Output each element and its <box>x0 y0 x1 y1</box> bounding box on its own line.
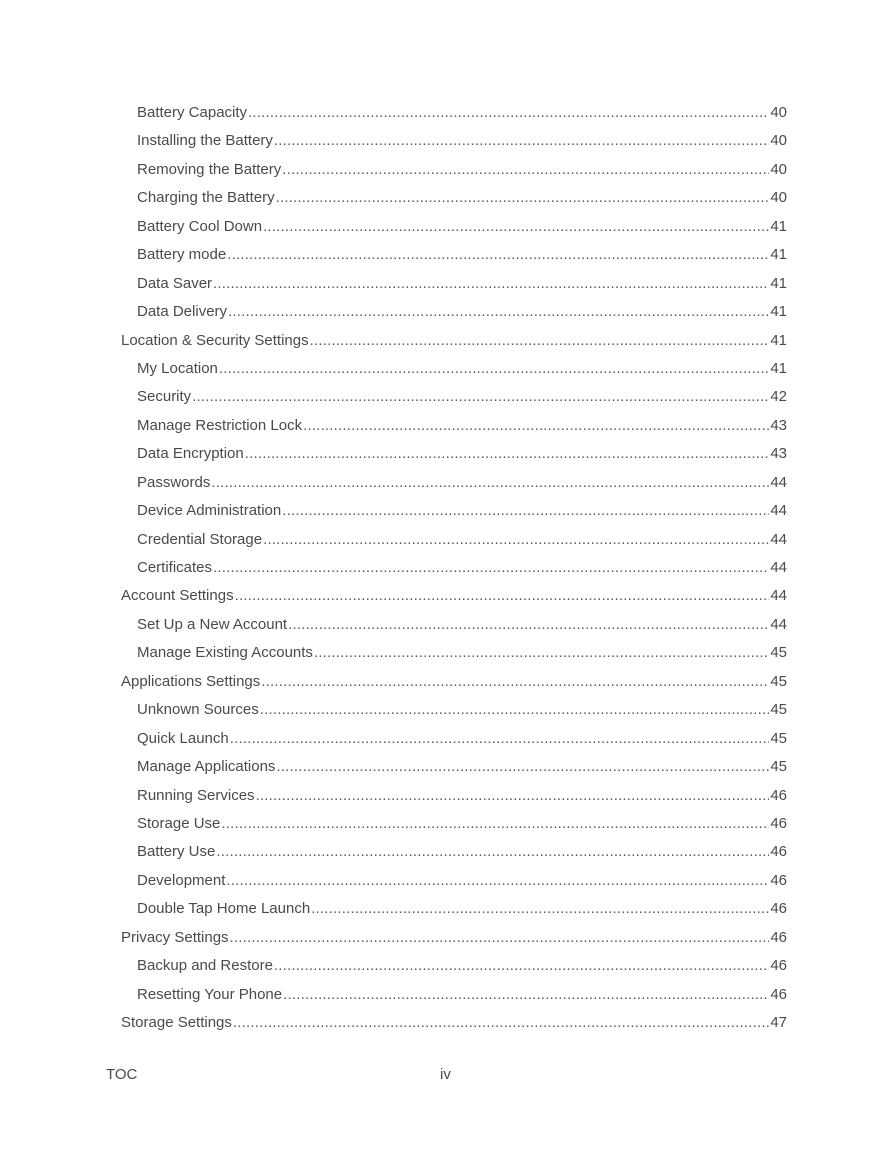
toc-entry[interactable] <box>0 327 893 355</box>
toc-entry-title: Charging the Battery <box>137 189 275 207</box>
toc-entry-title: Double Tap Home Launch <box>137 900 311 918</box>
toc-entry-page-number: 45 <box>770 644 787 662</box>
toc-entry-page-number: 40 <box>770 104 787 121</box>
dot-leader <box>263 213 769 241</box>
toc-entry[interactable] <box>0 99 893 127</box>
toc-entry[interactable] <box>0 127 893 155</box>
footer-page-number: iv <box>440 1066 451 1083</box>
toc-entry-page-number: 46 <box>770 786 787 804</box>
toc-entry-page-number: 46 <box>770 871 787 889</box>
toc-entry[interactable] <box>0 497 893 525</box>
toc-entry-row[interactable] <box>121 924 787 952</box>
dot-leader <box>263 526 769 554</box>
toc-entry[interactable] <box>0 270 893 298</box>
toc-entry-row[interactable] <box>121 668 787 696</box>
dot-leader <box>226 867 769 895</box>
toc-entry[interactable] <box>0 639 893 667</box>
toc-entry-row[interactable] <box>137 838 787 866</box>
toc-entry-row[interactable] <box>137 782 787 810</box>
toc-entry-title: Manage Applications <box>137 758 276 776</box>
dot-leader <box>245 440 770 468</box>
toc-entry-row[interactable] <box>137 639 787 667</box>
toc-entry[interactable] <box>0 895 893 923</box>
toc-entry-row[interactable] <box>137 526 787 554</box>
dot-leader <box>274 127 769 155</box>
dot-leader <box>276 753 769 781</box>
dot-leader <box>282 156 769 184</box>
table-of-contents <box>0 99 893 1037</box>
dot-leader <box>235 582 770 610</box>
dot-leader <box>230 725 770 753</box>
toc-entry-page-number: 46 <box>770 900 787 918</box>
toc-entry-page-number: 45 <box>770 729 787 747</box>
dot-leader <box>227 241 769 269</box>
toc-entry-row[interactable] <box>137 156 787 184</box>
dot-leader <box>288 611 769 639</box>
toc-entry-title: Manage Existing Accounts <box>137 644 313 662</box>
toc-entry[interactable] <box>0 582 893 610</box>
dot-leader <box>260 696 770 724</box>
toc-entry-title: Resetting Your Phone <box>137 985 283 1003</box>
toc-entry-row[interactable] <box>137 810 787 838</box>
toc-entry-title: Location & Security Settings <box>121 331 309 349</box>
toc-entry-page-number: 41 <box>770 303 787 321</box>
toc-entry[interactable] <box>0 241 893 269</box>
toc-entry-row[interactable] <box>137 497 787 525</box>
toc-entry[interactable] <box>0 383 893 411</box>
toc-entry[interactable] <box>0 440 893 468</box>
toc-entry-page-number: 40 <box>770 160 787 178</box>
toc-entry-title: Backup and Restore <box>137 957 273 975</box>
toc-entry-page-number: 41 <box>770 359 787 377</box>
toc-entry-title: Certificates <box>137 559 213 576</box>
dot-leader <box>213 270 769 298</box>
toc-entry-row[interactable] <box>137 355 787 383</box>
toc-entry-title: Account Settings <box>121 587 234 605</box>
toc-entry-title: Credential Storage <box>137 530 263 548</box>
toc-entry-title: Storage Settings <box>121 1014 232 1031</box>
toc-entry-page-number: 47 <box>770 1014 787 1031</box>
toc-entry-page-number: 46 <box>770 957 787 975</box>
dot-leader <box>248 99 769 127</box>
dot-leader <box>314 639 769 667</box>
toc-entry-row[interactable] <box>121 327 787 355</box>
toc-entry-title: Battery mode <box>137 246 227 264</box>
toc-entry-page-number: 40 <box>770 189 787 207</box>
toc-entry[interactable] <box>0 668 893 696</box>
toc-entry-page-number: 41 <box>770 331 787 349</box>
dot-leader <box>274 952 769 980</box>
dot-leader <box>283 981 769 1009</box>
toc-entry-row[interactable] <box>137 895 787 923</box>
toc-entry-title: Quick Launch <box>137 729 229 747</box>
toc-entry[interactable] <box>0 782 893 810</box>
toc-entry[interactable] <box>0 298 893 326</box>
toc-entry-title: Development <box>137 871 226 889</box>
toc-entry[interactable] <box>0 810 893 838</box>
toc-entry-title: Battery Cool Down <box>137 217 263 235</box>
toc-entry-page-number: 45 <box>770 672 787 690</box>
toc-entry-page-number: 41 <box>770 246 787 264</box>
toc-entry-row[interactable] <box>137 440 787 468</box>
toc-entry-page-number: 44 <box>770 615 787 633</box>
dot-leader <box>192 383 769 411</box>
toc-entry[interactable] <box>0 184 893 212</box>
toc-entry-title: Data Saver <box>137 274 213 292</box>
toc-entry[interactable] <box>0 156 893 184</box>
toc-entry[interactable] <box>0 952 893 980</box>
toc-entry-row[interactable] <box>137 127 787 155</box>
dot-leader <box>216 838 769 866</box>
toc-entry-page-number: 46 <box>770 985 787 1003</box>
dot-leader <box>221 810 769 838</box>
toc-entry-row[interactable] <box>137 298 787 326</box>
toc-entry-row[interactable] <box>137 611 787 639</box>
toc-entry-title: My Location <box>137 359 218 377</box>
dot-leader <box>256 782 770 810</box>
toc-entry-title: Data Delivery <box>137 303 228 321</box>
toc-entry-title: Storage Use <box>137 814 221 832</box>
dot-leader <box>219 355 769 383</box>
toc-entry-page-number: 46 <box>770 928 787 946</box>
toc-entry-title: Privacy Settings <box>121 928 229 946</box>
toc-entry-page-number: 44 <box>770 530 787 548</box>
toc-entry-page-number: 44 <box>770 502 787 520</box>
dot-leader <box>233 1009 769 1037</box>
dot-leader <box>213 554 769 582</box>
toc-entry-page-number: 40 <box>770 132 787 150</box>
toc-list <box>0 99 893 1037</box>
toc-entry-title: Device Administration <box>137 502 282 520</box>
toc-entry-title: Passwords <box>137 473 211 491</box>
dot-leader <box>311 895 769 923</box>
toc-entry-row[interactable] <box>137 213 787 241</box>
toc-entry-page-number: 41 <box>770 274 787 292</box>
dot-leader <box>310 327 770 355</box>
toc-entry-row[interactable] <box>137 696 787 724</box>
toc-entry-row[interactable] <box>137 725 787 753</box>
toc-entry-page-number: 44 <box>770 559 787 576</box>
toc-entry-title: Battery Capacity <box>137 104 248 121</box>
toc-entry[interactable] <box>0 213 893 241</box>
toc-entry-page-number: 44 <box>770 587 787 605</box>
toc-entry-title: Applications Settings <box>121 672 261 690</box>
toc-entry[interactable] <box>0 412 893 440</box>
toc-entry-row[interactable] <box>137 753 787 781</box>
toc-entry-title: Unknown Sources <box>137 701 259 719</box>
toc-entry-row[interactable] <box>137 241 787 269</box>
toc-entry[interactable] <box>0 469 893 497</box>
toc-entry[interactable] <box>0 696 893 724</box>
toc-entry-row[interactable] <box>137 469 787 497</box>
toc-entry[interactable] <box>0 611 893 639</box>
toc-entry[interactable] <box>0 526 893 554</box>
toc-entry-title: Battery Use <box>137 843 216 861</box>
toc-entry-page-number: 42 <box>770 388 787 406</box>
toc-entry[interactable] <box>0 981 893 1009</box>
dot-leader <box>261 668 769 696</box>
toc-entry-row[interactable] <box>137 554 787 582</box>
toc-entry-title: Manage Restriction Lock <box>137 416 303 434</box>
dot-leader <box>228 298 769 326</box>
toc-entry-page-number: 41 <box>770 217 787 235</box>
toc-entry[interactable] <box>0 753 893 781</box>
toc-entry-row[interactable] <box>137 270 787 298</box>
footer-section-label: TOC <box>106 1066 138 1083</box>
toc-entry-page-number: 45 <box>770 758 787 776</box>
toc-entry[interactable] <box>0 554 893 582</box>
toc-entry-page-number: 45 <box>770 701 787 719</box>
toc-entry-page-number: 46 <box>770 814 787 832</box>
dot-leader <box>282 497 769 525</box>
toc-entry-page-number: 46 <box>770 843 787 861</box>
toc-entry-row[interactable] <box>137 99 787 127</box>
toc-entry-title: Installing the Battery <box>137 132 273 150</box>
toc-entry-row[interactable] <box>137 867 787 895</box>
toc-entry[interactable] <box>0 355 893 383</box>
toc-entry-title: Security <box>137 388 192 406</box>
toc-entry-title: Removing the Battery <box>137 160 282 178</box>
toc-entry-row[interactable] <box>137 184 787 212</box>
toc-entry[interactable] <box>0 1009 893 1037</box>
toc-entry-row[interactable] <box>137 383 787 411</box>
toc-entry-row[interactable] <box>121 1009 787 1037</box>
toc-entry-page-number: 44 <box>770 473 787 491</box>
dot-leader <box>303 412 769 440</box>
toc-entry[interactable] <box>0 867 893 895</box>
toc-entry-page-number: 43 <box>770 445 787 463</box>
toc-entry[interactable] <box>0 838 893 866</box>
toc-entry-row[interactable] <box>137 412 787 440</box>
toc-entry[interactable] <box>0 924 893 952</box>
dot-leader <box>211 469 769 497</box>
toc-entry[interactable] <box>0 725 893 753</box>
dot-leader <box>230 924 770 952</box>
toc-entry-row[interactable] <box>121 582 787 610</box>
toc-entry-page-number: 43 <box>770 416 787 434</box>
toc-entry-title: Set Up a New Account <box>137 615 288 633</box>
toc-entry-row[interactable] <box>137 981 787 1009</box>
toc-entry-row[interactable] <box>137 952 787 980</box>
toc-entry-title: Data Encryption <box>137 445 244 463</box>
dot-leader <box>276 184 770 212</box>
toc-entry-title: Running Services <box>137 786 255 804</box>
